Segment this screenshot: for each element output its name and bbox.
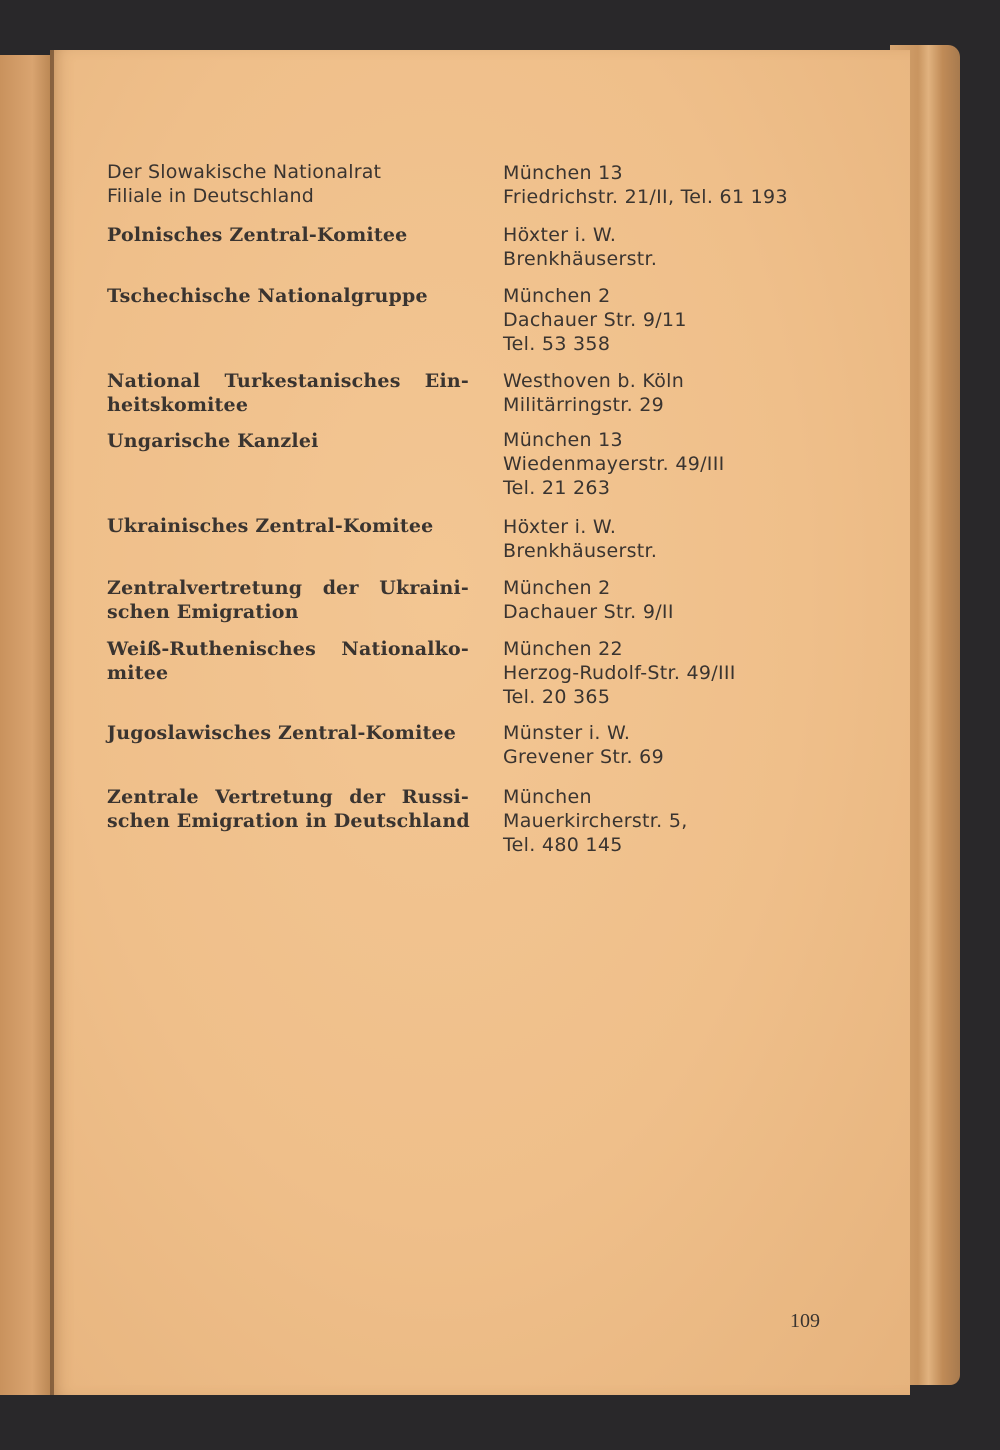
entry-1-name — [107, 160, 469, 208]
entry-3-name-line-1: Tschechische Nationalgruppe — [107, 285, 428, 307]
entry-3-address-line-2: Dachauer Str. 9/11 — [503, 309, 687, 331]
entry-5-name-line-1: Ungarische Kanzlei — [107, 430, 319, 452]
entry-8-name-line-1: Weiß-Ruthenisches Nationalko- — [107, 638, 469, 660]
entry-7-name-line-2: schen Emigration — [107, 601, 299, 623]
entry-8-name — [107, 637, 469, 685]
entry-3-address-line-1: München 2 — [503, 285, 611, 307]
entry-2-address-line-1: Höxter i. W. — [503, 224, 617, 246]
entry-6-address-line-1: Höxter i. W. — [503, 516, 617, 538]
entry-2-address-line-2: Brenkhäuserstr. — [503, 248, 658, 270]
entry-4-address-line-2: Militärringstr. 29 — [503, 394, 665, 416]
entry-8-address-line-2: Herzog-Rudolf-Str. 49/III — [503, 662, 736, 684]
entry-1-address-line-1: München 13 — [503, 162, 623, 184]
entry-1-name-line-1: Der Slowakische Nationalrat — [107, 161, 382, 183]
entry-9-name-line-1: Jugoslawisches Zentral-Komitee — [107, 722, 457, 744]
entry-10-address-line-2: Mauerkircherstr. 5, — [503, 810, 688, 832]
entry-9-address-line-2: Grevener Str. 69 — [503, 746, 664, 768]
entry-9-address-line-1: Münster i. W. — [503, 722, 631, 744]
entry-8-address-line-1: München 22 — [503, 638, 623, 660]
entry-2-address — [503, 223, 833, 271]
entry-10-name-line-1: Zentrale Vertretung der Russi- — [107, 786, 469, 808]
book-spine — [50, 50, 54, 1395]
entry-8-address — [503, 637, 833, 709]
entry-9-name — [107, 721, 469, 745]
entry-7-name — [107, 576, 469, 624]
entry-1-name-line-2: Filiale in Deutschland — [107, 185, 315, 207]
entry-7-name-line-1: Zentralvertretung der Ukraini- — [107, 577, 469, 599]
entry-8-name-line-2: mitee — [107, 662, 169, 684]
entry-6-name-line-1: Ukrainisches Zentral-Komitee — [107, 515, 434, 537]
entry-6-address-line-2: Brenkhäuserstr. — [503, 540, 658, 562]
entry-4-name — [107, 369, 469, 417]
entry-10-address — [503, 785, 833, 857]
entry-1-address-line-2: Friedrichstr. 21/II, Tel. 61 193 — [503, 186, 788, 208]
entry-9-address — [503, 721, 833, 769]
entry-6-name — [107, 514, 469, 538]
entry-10-address-line-3: Tel. 480 145 — [503, 834, 623, 856]
entry-2-name — [107, 223, 469, 247]
entry-4-name-line-2: heitskomitee — [107, 394, 249, 416]
entry-3-address — [503, 284, 833, 356]
entry-5-address — [503, 428, 833, 500]
entry-3-address-line-3: Tel. 53 358 — [503, 333, 611, 355]
entry-5-address-line-1: München 13 — [503, 429, 623, 451]
entry-7-address-line-1: München 2 — [503, 577, 611, 599]
entry-8-address-line-3: Tel. 20 365 — [503, 686, 611, 708]
entry-5-name — [107, 429, 469, 453]
entry-4-address — [503, 369, 833, 417]
entry-7-address — [503, 576, 833, 624]
entry-6-address — [503, 515, 833, 563]
entry-5-address-line-3: Tel. 21 263 — [503, 477, 611, 499]
page-number: 109 — [790, 1310, 820, 1332]
entry-4-address-line-1: Westhoven b. Köln — [503, 370, 685, 392]
entry-10-address-line-1: München — [503, 786, 592, 808]
entry-7-address-line-2: Dachauer Str. 9/II — [503, 601, 674, 623]
entry-5-address-line-2: Wiedenmayerstr. 49/III — [503, 453, 725, 475]
entry-10-name-line-2: schen Emigration in Deutschland — [107, 810, 470, 832]
entry-1-address — [503, 161, 833, 209]
entry-4-name-line-1: National Turkestanisches Ein- — [107, 370, 469, 392]
entry-2-name-line-1: Polnisches Zentral-Komitee — [107, 224, 408, 246]
entry-3-name — [107, 284, 469, 308]
previous-page-edge — [0, 55, 54, 1395]
entry-10-name — [107, 785, 469, 833]
